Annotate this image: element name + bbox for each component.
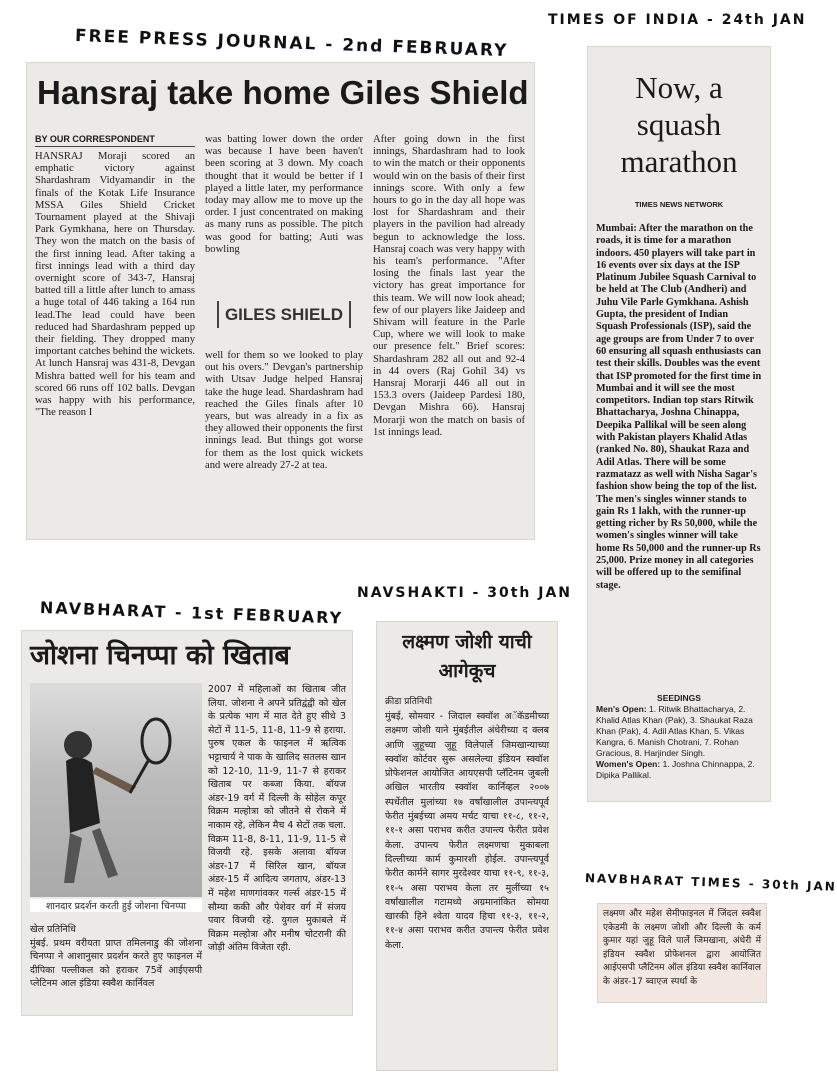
toi-seedings-title: SEEDINGS: [657, 693, 701, 703]
handwriting-free-press-journal: FREE PRESS JOURNAL - 2nd FEBRUARY: [74, 26, 509, 62]
navshakti-body: मुंबई, सोमवार - जिदाल स्क्वॉश अॅकॅडमीच्या लक्ष्मण जोशी याने मुंबईतील अंधेरीच्या द क्लब आणि जुहूच्या जुहू विलेपार्ले जिमखान्याच्या स्क्वॉश कोर्टवर सुरू असलेल्या इंडियन स्क्वॉश प्रोफेशनल आयोजित आयएसपी प्लॅटिनम जुबली अखिल भारतीय स्क्वॉश कार्निव्हल २००७ स्पर्धेतील मुलांच्या १७ वर्षांखालील उपान्त्यपूर्व फेरीत मुंबईच्या अमय मर्चट याचा ११-८, ११-२, ११-१ असा पराभव करीत उपान्त्य फेरीत प्रवेश केला. उपान्त्य फेरीत लक्ष्मणचा मुकाबला दिल्लीच्या कार्म कुमारशी होईल. उपान्त्यपूर्व फेरीत कार्मने सागर मुरदेश्वर याचा ११-९, ११-३, ११-५ असा पराभव केला तर मुलींच्या १५ वर्षांखालील गटामध्ये अग्रमानांकित सोमया खारकी हिने श्वेता यादव हिचा ११-३, ११-२, ११-४ असा पराभव करीत उपान्त्य फेरीत प्रवेश केला.: [385, 711, 549, 951]
navbharat-headline: जोशना चिनप्पा को खिताब: [30, 640, 290, 671]
nbt-body: लक्ष्मण और महेश सेमीफाइनल में जिंदल स्क्वैश एकेडमी के लक्ष्मण जोशी और दिल्ली के कर्म कुमार यहां जुहू विले पार्ले जिमखाना, अंधेरी में इंडियन स्क्वैश प्रोफेशनल द्वारा आयोजित आईएसपी प्लैटिनम ऑल इंडिया स्क्वैश कार्निवाल के अंडर-17 ब्वाएज स्पर्धा के: [603, 909, 761, 987]
fpj-headline: Hansraj take home Giles Shield: [37, 74, 529, 111]
toi-dateline: Mumbai:: [596, 223, 637, 234]
handwriting-navbharat: NAVBHARAT - 1st FEBRUARY: [39, 598, 344, 628]
squash-player-illustration: [30, 683, 202, 897]
toi-seedings: [596, 693, 762, 781]
fpj-clipping: [27, 63, 534, 539]
handwriting-times-of-india: TIMES OF INDIA - 24th JAN: [548, 12, 807, 28]
navshakti-clipping: [377, 622, 557, 1070]
fpj-column-2-bottom: [205, 350, 363, 472]
navbharat-right-column: 2007 में महिलाओं का खिताब जीत लिया. जोशना ने अपने प्रतिद्वंद्वी को खेल के प्रत्येक भाग में मात देते हुए सीधे 3 सेटों में 11-5, 11-8, 11-9 से हराया. पुरुष एकल के फाइनल में ऋत्विक भट्टाचार्य ने पाक के खालिद सतलस खान को 12-10, 11-9, 11-7 से हराकर खिताब पर कब्जा किया. बॉयज अंडर-19 वर्ग में दिल्ली के सोहेल कपूर विक्रम मल्होत्रा को जीतने से रोकने में नाकाम रहे, लेकिन मैच 4 सेटों तक चला. विक्रम 11-8, 8-11, 11-9, 11-5 से विजयी रहे. इसके अलावा बॉयज अंडर-17 में सिरिल खान, बॉयज अंडर-15 में आदित्य जगताप, अंडर-13 में महेश माणगांवकर गर्ल्स अंडर-15 में सौम्या ककी और पेशेवर वर्ग में संजय पवार विजयी रहे. युगल मुकाबले में विक्रम मल्होत्रा और मनीष चोटरानी की जोड़ी अंतिम विजेता रही.: [208, 684, 346, 954]
toi-mens-list: 1. Ritwik Bhattacharya, 2. Khalid Atlas Khan (Pak), 3. Shaukat Raza Khan (Pak), 4. Adil Atlas Khan, 5. Vikas Kangra, 6. Manish Chotrani, 7. Rohan Gracious, 8. Harjinder Singh.: [596, 704, 753, 758]
navbharat-photo-caption: शानदार प्रदर्शन करती हुई जोशना चिनप्पा: [30, 899, 202, 912]
navshakti-reporter: क्रीडा प्रतिनिधी: [385, 697, 433, 707]
fpj-col1-text: HANSRAJ Moraji scored an emphatic victory against Shardashram Vidyamandir in the finals of the Kotak Life Insurance MSSA Giles Shield Cricket Tournament played at the Shivaji Park Gymkhana, here on Thursday. They won the match on the basis of the first inning lead. After taking a first innings lead with a third day overnight score of 343-7, Hansraj batted till a little after lunch to amass a huge total of 446 taking a 164 run lead.The lead could have been reduced had Shardashram pepped up their fielding. They dropped many important catches behind the wickets. At lunch Hansraj was 431-8, Devgan Mishra batted well for his team and scored 66 runs off 102 balls. Devgan was happy with his performance, "The reason I: [35, 151, 195, 419]
fpj-column-2: [205, 134, 363, 256]
navbharat-reporter: खेल प्रतिनिधि: [30, 924, 76, 935]
fpj-col2-top-text: was batting lower down the order was because I have been haven't been scoring at 3 down. My coach thought that it would be better if I played a little later, my performance today may allow me to move up the order. I just concentrated on making as many runs as possible. The pitch was good for batting; Auti was bowling: [205, 134, 363, 255]
toi-body: [596, 223, 762, 592]
navbharat-bottom-body: मुंबई. प्रथम वरीयता प्राप्त तमिलनाडु की जोशना चिनप्पा ने आशानुसार प्रदर्शन करते हुए फाइनल में दीपिका पल्लीकल को हराकर 75वें आईएसपी प्लेटिनम आल इंडिया स्क्वैश कार्निवल: [30, 937, 202, 990]
handwriting-navshakti: NAVSHAKTI - 30th JAN: [357, 585, 573, 601]
navshakti-headline: लक्ष्मण जोशी याची आगेकूच: [402, 631, 532, 682]
fpj-col3-text: After going down in the first innings, Shardashram had to look to win the match or their opponents would win on the basis of their first innings score. With only a few hours to go in the day all hope was lost for Shardashram and their players in the pavilion had already begun to acknowledge the loss. Hansraj coach was very happy with his team's performance. "After losing the finals last year the victory has great importance for this team. We will now look ahead; few of our players like Jaideep and Shivam will feature in the Parle Cup, where we will look to make our presence felt." Brief scores: Shardashram 282 all out and 92-4 in 44 overs (Raj Gohil 34) vs Hansraj Morarji 446 all out in 153.3 overs (Jaideep Pardesi 180, Devgan Mishra 66). Hansraj Morarji won the match on basis of 1st innings lead.: [373, 134, 525, 438]
fpj-col2-bottom-text: well for them so we looked to play out his overs." Devgan's partnership with Utsav Judge helped Hansraj take the huge lead. Shardashram had reached the Giles finals after 10 years, but was already in a fix as they allowed their opponents the first innings lead. But things got worse for them as the lost quick wickets and were already 27-2 at tea.: [205, 350, 363, 471]
toi-womens-label: Women's Open:: [596, 759, 661, 769]
giles-shield-pullout: GILES SHIELD: [217, 301, 351, 328]
navbharat-clipping: [22, 631, 352, 1015]
toi-mens-seedings: [596, 704, 762, 759]
handwriting-navbharat-times: NAVBHARAT TIMES - 30th JAN: [584, 871, 837, 894]
toi-womens-seedings: [596, 759, 762, 781]
toi-body-text: After the marathon on the roads, it is time for a marathon indoors. 450 players will take part in 16 events over six days at the ISP Platinum Jubilee Squash Carnival to be held at The Club (Andheri) and Juhu Vile Parle Gymkhana. Ashish Gupta, the president of Indian Squash Professionals (ISP), said the age groups are from Under 7 to over 60 ensuring all squash enthusiasts can test their skills. Doubles was the event that ISP promoted for the first time in Mumbai and it will see the most competitors. Indian top stars Ritwik Bhattacharya, Joshna Chinappa, Deepika Pallikal will be seen along with Pakistan players Khalid Atlas (ranked No. 80), Shaukat Raza and Adil Atlas. There will be some razmatazz as well with Nisha Sagar's fashion show being the top of the list. The men's singles winner stands to gain Rs 1 lakh, with the runner-up getting richer by Rs 50,000, while the women's singles winner will take home Rs 50,000 and the runner-up Rs 25,000. Prize money in all categories will be offered up to the semifinal stage.: [596, 223, 762, 591]
fpj-column-1: [35, 134, 195, 419]
squash-player-photo: [30, 683, 202, 897]
toi-mens-label: Men's Open:: [596, 704, 647, 714]
navbharat-bottom-text: [30, 923, 202, 991]
fpj-byline: BY OUR CORRESPONDENT: [35, 134, 195, 147]
toi-headline: Now, a squash marathon: [620, 70, 738, 179]
toi-womens-list: 1. Joshna Chinnappa, 2. Dipika Pallikal.: [596, 759, 755, 780]
fpj-column-3: [373, 134, 525, 439]
toi-clipping: [588, 47, 770, 801]
toi-byline: TIMES NEWS NETWORK: [634, 200, 724, 209]
nbt-clipping: [598, 904, 766, 1002]
